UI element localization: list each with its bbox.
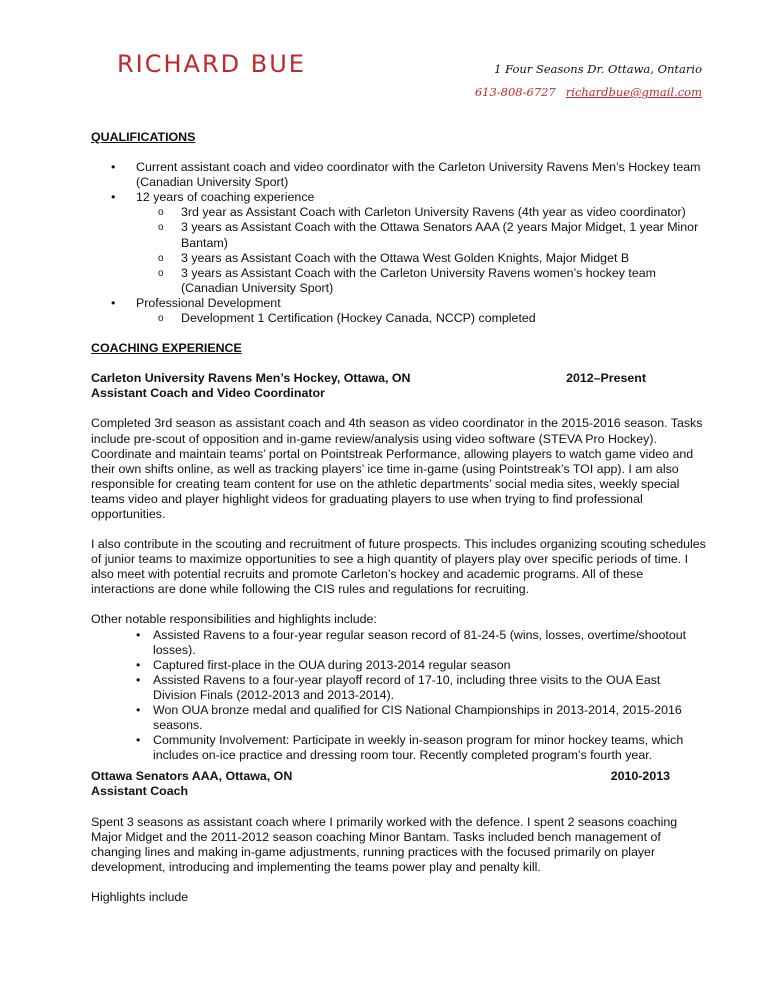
sub-list-item: o Development 1 Certification (Hockey Canada, NCCP) completed: [136, 311, 706, 326]
applicant-name: RICHARD BUE: [117, 50, 306, 78]
section-heading-qualifications: QUALIFICATIONS: [91, 130, 196, 144]
job-description: Other notable responsibilities and highlights include:: [91, 612, 377, 627]
sub-list-item: o 3 years as Assistant Coach with the Ottawa Senators AAA (2 years Major Midget, 1 year Minor Bantam): [136, 220, 706, 250]
list-item: • Captured first-place in the OUA during 2013-2014 regular season: [91, 658, 706, 673]
section-heading-coaching: COACHING EXPERIENCE: [91, 341, 242, 356]
sub-list-item: o 3 years as Assistant Coach with the Carleton University Ravens women’s hockey team (Canadian University Sport): [136, 266, 706, 296]
job-description: Spent 3 seasons as assistant coach where I primarily worked with the defence. I spent 2 seasons coaching Major Midget and the 2011-2012 season coaching Minor Bantam. Tasks included bench management of changing lines and making in-game adjustments, running practices with the focused primarily on player development, introducing and implementing the teams power play and penalty kill.: [91, 814, 678, 874]
job-dates: 2010-2013: [610, 769, 670, 784]
address: 1 Four Seasons Dr. Ottawa, Ontario: [494, 62, 702, 76]
email-link[interactable]: richardbue@gmail.com: [565, 85, 702, 99]
job-header: [91, 769, 706, 784]
list-item: • Assisted Ravens to a four-year playoff record of 17-10, including three visits to the OUA East Division Finals (2012-2013 and 2013-2014).: [91, 673, 706, 703]
resume-body: [91, 130, 706, 905]
list-item: • Community Involvement: Participate in weekly in-season program for minor hockey teams, which includes on-ice practice and dressing room tour. Recently completed program’s fourth year.: [91, 733, 706, 763]
job-dates: 2012–Present: [566, 371, 646, 386]
highlights-list: [91, 628, 706, 764]
list-item: • Won OUA bronze medal and qualified for CIS National Championships in 2013-2014, 2015-2016 seasons.: [91, 703, 706, 733]
list-item: • Assisted Ravens to a four-year regular season record of 81-24-5 (wins, losses, overtime/shootout losses).: [91, 628, 706, 658]
list-item: • Current assistant coach and video coordinator with the Carleton University Ravens Men’s Hockey team (Canadian University Sport): [91, 160, 706, 190]
job-title: Assistant Coach and Video Coordinator: [91, 386, 325, 401]
contact-line: [475, 85, 702, 99]
job-description: Highlights include: [91, 889, 189, 904]
sub-list-item: o 3rd year as Assistant Coach with Carleton University Ravens (4th year as video coordinator): [136, 205, 706, 220]
list-item: • 12 years of coaching experience o 3rd year as Assistant Coach with Carleton University Ravens (4th year as video coordinator) o 3 years as Assistant Coach with the Ottawa Senators AAA (2 years Major Midget, 1 year Minor Bantam) o 3 years as Assistant Coach with the Ottawa West Golden Knights, Major Midget B o 3 years as Assistant Coach with the Carleton University Ravens women’s hockey team (Canadian University Sport): [91, 190, 706, 296]
job-org: Ottawa Senators AAA, Ottawa, ON: [91, 769, 293, 784]
job-title: Assistant Coach: [91, 784, 189, 799]
sub-list: [136, 205, 706, 296]
list-item: • Professional Development o Development 1 Certification (Hockey Canada, NCCP) completed: [91, 296, 706, 326]
sub-list: [136, 311, 706, 326]
sub-list-item: o 3 years as Assistant Coach with the Ottawa West Golden Knights, Major Midget B: [136, 251, 706, 266]
job-description: Completed 3rd season as assistant coach and 4th season as video coordinator in the 2015-2016 season. Tasks include pre-scout of opposition and in-game review/analysis using video software (STEVA Pro Hockey). Coordinate and maintain teams’ portal on Pointstreak Performance, allowing players to watch game video and their own shifts online, as well as tracking players’ ice time in-game (using Pointstreak’s TOI app). I am also responsible for creating team content for use on the athletic departments’ social media sites, weekly special teams video and player highlight videos for graduating players to use when trying to find professional opportunities.: [91, 416, 703, 521]
phone-number: 613-808-6727: [474, 85, 556, 99]
job-org: Carleton University Ravens Men’s Hockey, Ottawa, ON: [91, 371, 411, 386]
job-header: [91, 371, 706, 386]
qualifications-list: [91, 160, 706, 326]
job-description: I also contribute in the scouting and recruitment of future prospects. This includes organizing scouting schedules of junior teams to maximize opportunities to see a high quantity of players play over specific periods of time. I also meet with potential recruits and promote Carleton’s hockey and academic programs. All of these interactions are done while following the CIS rules and regulations for recruiting.: [91, 537, 706, 597]
